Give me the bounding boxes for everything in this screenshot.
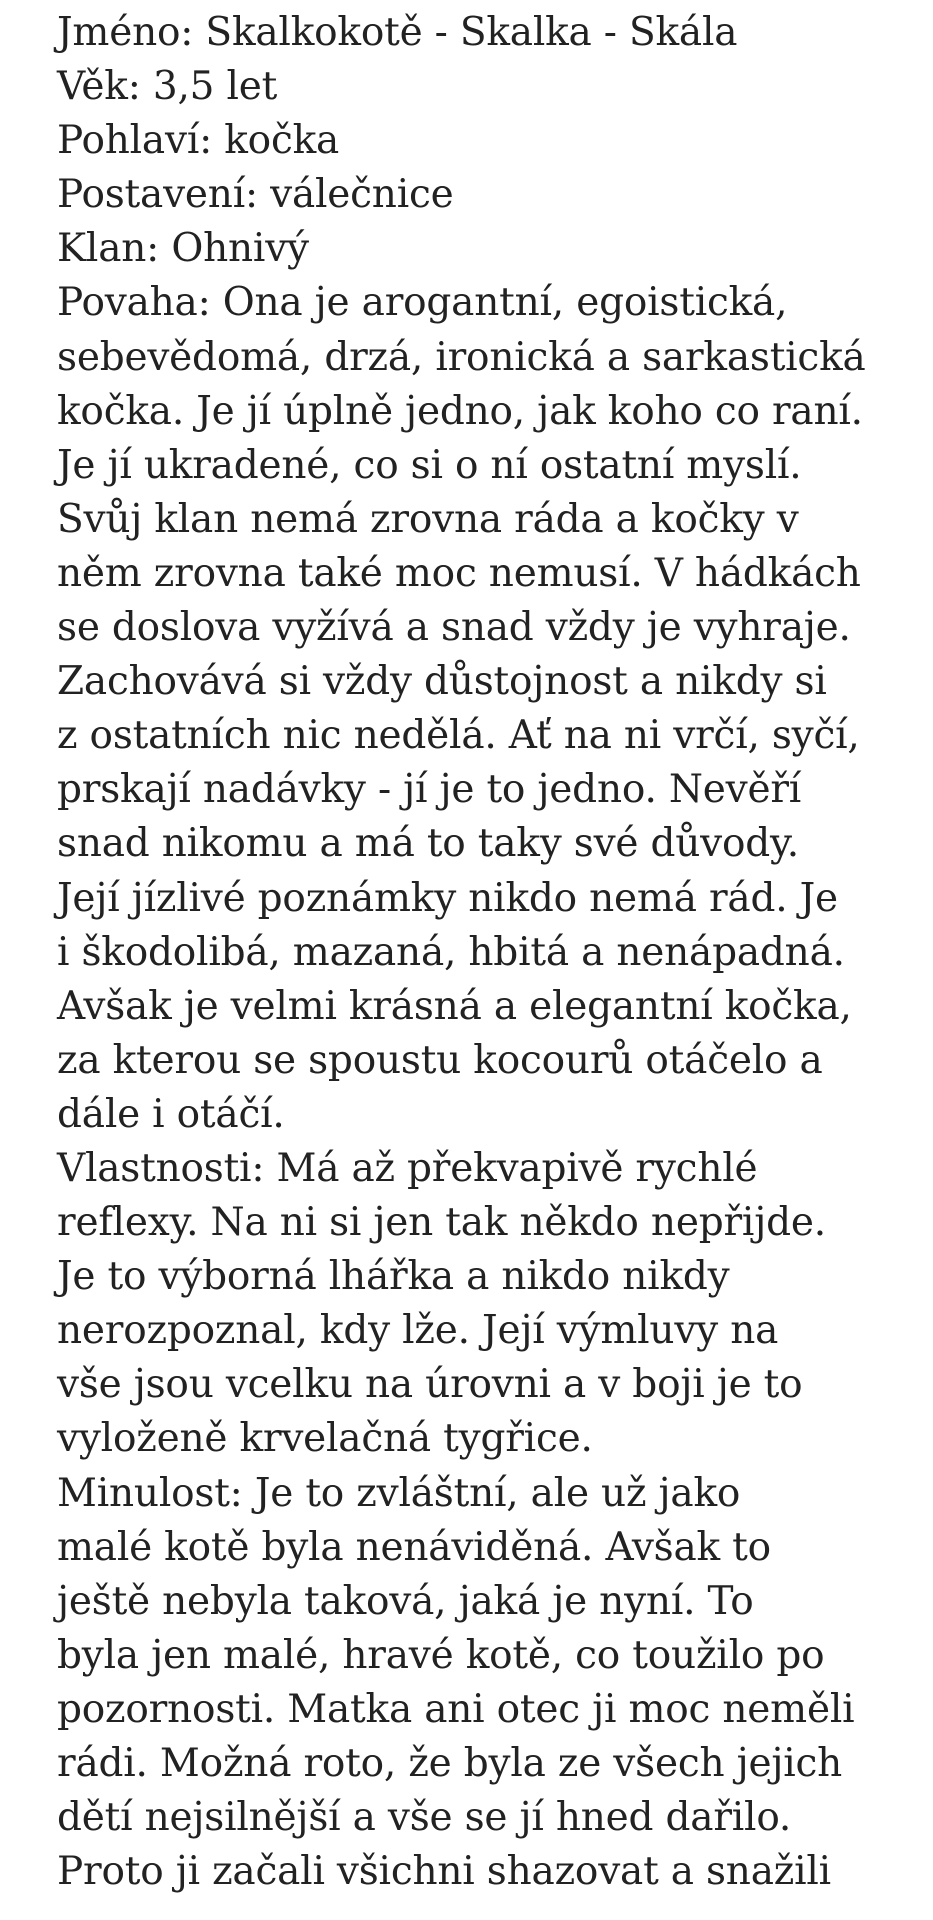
text-line: dětí nejsilnější a vše se jí hned dařilo. (57, 1795, 792, 1841)
text-line: Její jízlivé poznámky nikdo nemá rád. Je (57, 875, 838, 921)
text-line: Minulost: Je to zvláštní, ale už jako (57, 1470, 741, 1516)
text-line: vyloženě krvelačná tygřice. (57, 1416, 593, 1462)
text-line: sebevědomá, drzá, ironická a sarkastická (57, 334, 866, 380)
text-line: snad nikomu a má to taky své důvody. (57, 821, 799, 867)
text-line: kočka. Je jí úplně jedno, jak koho co raní. (57, 388, 863, 434)
text-line: Avšak je velmi krásná a elegantní kočka, (57, 983, 852, 1029)
text-line: z ostatních nic nedělá. Ať na ni vrčí, syčí, (57, 713, 860, 759)
text-line: Postavení: válečnice (57, 172, 454, 218)
text-line: Proto ji začali všichni shazovat a snažili (57, 1849, 831, 1895)
text-line: Vlastnosti: Má až překvapivě rychlé (57, 1145, 758, 1191)
text-line: reflexy. Na ni si jen tak někdo nepřijde. (57, 1200, 826, 1246)
text-line: Jméno: Skalkokotě - Skalka - Skála (57, 10, 738, 55)
text-line: prskají nadávky - jí je to jedno. Nevěří (57, 767, 802, 813)
text-line: pozornosti. Matka ani otec ji moc neměli (57, 1686, 855, 1732)
text-line: dále i otáčí. (57, 1091, 285, 1137)
text-line: Je to výborná lhářka a nikdo nikdy (57, 1254, 730, 1300)
text-line: Pohlaví: kočka (57, 118, 340, 164)
text-line: malé kotě byla nenáviděná. Avšak to (57, 1524, 771, 1570)
text-line: za kterou se spoustu kocourů otáčelo a (57, 1037, 823, 1083)
text-line: Zachovává si vždy důstojnost a nikdy si (57, 659, 827, 705)
text-line: nerozpoznal, kdy lže. Její výmluvy na (57, 1308, 779, 1354)
text-line: Je jí ukradené, co si o ní ostatní myslí. (57, 442, 802, 488)
text-line: byla jen malé, hravé kotě, co toužilo po (57, 1632, 825, 1678)
text-line: Svůj klan nemá zrovna ráda a kočky v (57, 496, 799, 542)
text-line: Věk: 3,5 let (57, 64, 278, 110)
character-profile-text (57, 6, 917, 1899)
text-line: Povaha: Ona je arogantní, egoistická, (57, 280, 788, 326)
text-line: ještě nebyla taková, jaká je nyní. To (57, 1578, 754, 1624)
text-line: se doslova vyžívá a snad vždy je vyhraje. (57, 605, 851, 651)
text-line: i škodolibá, mazaná, hbitá a nenápadná. (57, 929, 845, 975)
text-line: Klan: Ohnivý (57, 226, 309, 272)
text-line: vše jsou vcelku na úrovni a v boji je to (57, 1362, 803, 1408)
text-line: něm zrovna také moc nemusí. V hádkách (57, 550, 861, 596)
text-line: rádi. Možná roto, že byla ze všech jejich (57, 1741, 843, 1786)
